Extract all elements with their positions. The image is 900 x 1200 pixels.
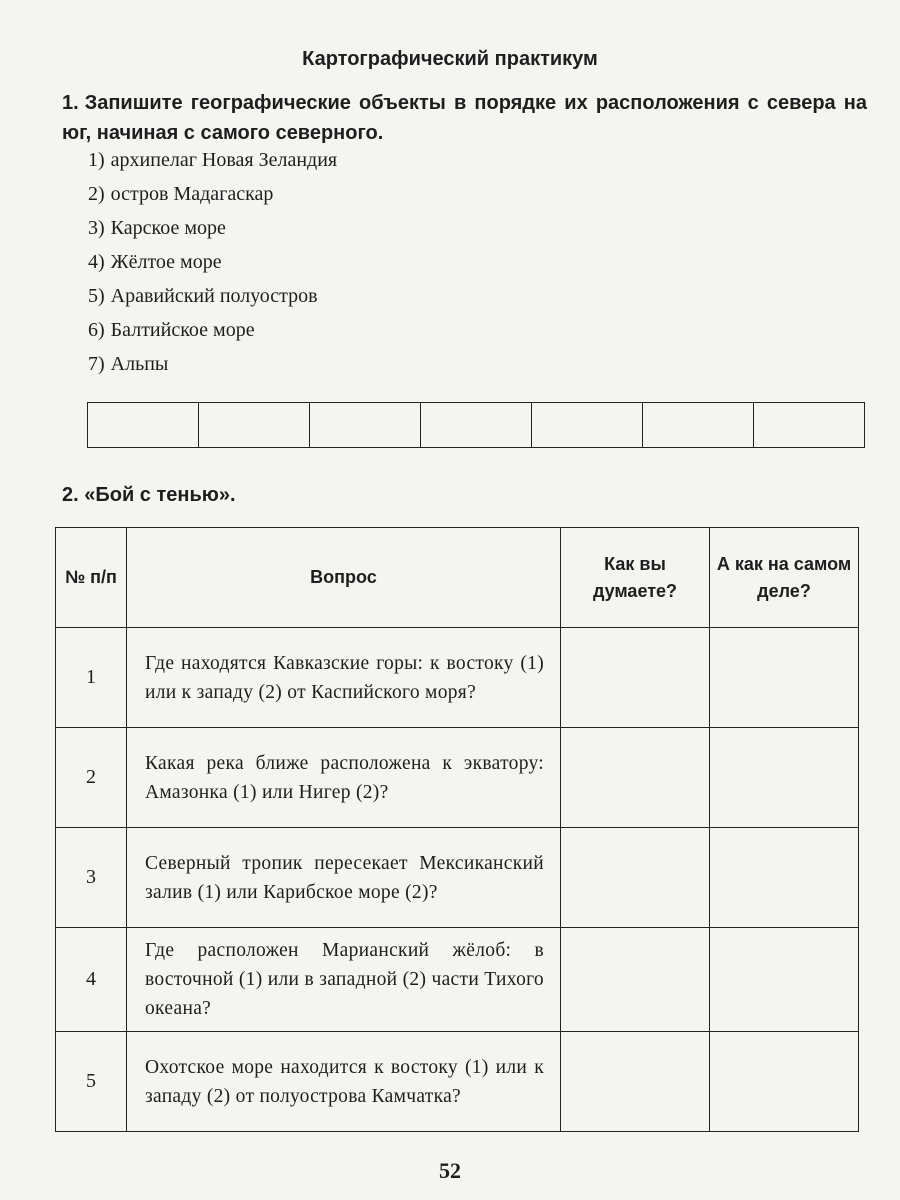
answer-cell[interactable] xyxy=(643,403,754,448)
list-item xyxy=(88,279,337,313)
row-number: 1 xyxy=(56,628,127,728)
row-number: 4 xyxy=(56,928,127,1032)
list-item-text: Аравийский полуостров xyxy=(110,285,318,307)
guess-cell[interactable] xyxy=(561,828,710,928)
row-question: Где находятся Кавказские горы: к востоку (1) или к западу (2) от Каспийского моря? xyxy=(127,628,561,728)
list-item-number: 7) xyxy=(88,353,105,375)
answer-cell[interactable] xyxy=(199,403,310,448)
list-item-number: 5) xyxy=(88,285,105,307)
answer-cell[interactable] xyxy=(88,403,199,448)
guess-cell[interactable] xyxy=(561,628,710,728)
task1-number: 1. xyxy=(62,92,79,114)
list-item-text: остров Мадагаскар xyxy=(110,183,274,205)
list-item xyxy=(88,143,337,177)
list-item xyxy=(88,313,337,347)
list-item xyxy=(88,347,337,381)
table-row xyxy=(56,628,859,728)
list-item-number: 2) xyxy=(88,183,105,205)
task1-instruction: Запишите географические объекты в порядке их расположения с севера на юг, начиная с самого северного. xyxy=(62,92,867,144)
table-row xyxy=(56,828,859,928)
table-row xyxy=(56,928,859,1032)
actual-cell[interactable] xyxy=(710,928,859,1032)
page-number: 52 xyxy=(439,1158,461,1183)
guess-cell[interactable] xyxy=(561,928,710,1032)
list-item-number: 4) xyxy=(88,251,105,273)
list-item-text: Карское море xyxy=(110,217,226,239)
row-number: 3 xyxy=(56,828,127,928)
actual-cell[interactable] xyxy=(710,628,859,728)
row-question: Северный тропик пересекает Мексиканский залив (1) или Карибское море (2)? xyxy=(127,828,561,928)
answer-grid xyxy=(87,402,865,448)
list-item xyxy=(88,245,337,279)
table-header-row xyxy=(56,528,859,628)
actual-cell[interactable] xyxy=(710,728,859,828)
actual-cell[interactable] xyxy=(710,828,859,928)
list-item-number: 1) xyxy=(88,149,105,171)
table-row xyxy=(56,728,859,828)
list-item xyxy=(88,177,337,211)
answer-cell[interactable] xyxy=(310,403,421,448)
list-item xyxy=(88,211,337,245)
answer-cell[interactable] xyxy=(754,403,865,448)
column-header-actual: А как на самом деле? xyxy=(710,528,859,628)
list-item-text: архипелаг Новая Зеландия xyxy=(110,149,338,171)
list-item-number: 6) xyxy=(88,319,105,341)
list-item-text: Альпы xyxy=(110,353,169,375)
list-item-number: 3) xyxy=(88,217,105,239)
answer-cell[interactable] xyxy=(532,403,643,448)
column-header-question: Вопрос xyxy=(127,528,561,628)
column-header-num: № п/п xyxy=(56,528,127,628)
row-question: Где расположен Марианский жёлоб: в восточной (1) или в западной (2) части Тихого океана? xyxy=(127,928,561,1032)
list-item-text: Балтийское море xyxy=(110,319,255,341)
actual-cell[interactable] xyxy=(710,1032,859,1132)
guess-cell[interactable] xyxy=(561,728,710,828)
shadow-boxing-table xyxy=(55,527,859,1132)
table-row xyxy=(56,1032,859,1132)
geographic-objects-list xyxy=(88,143,337,381)
page-title: Картографический практикум xyxy=(302,48,598,70)
row-number: 2 xyxy=(56,728,127,828)
row-question: Охотское море находится к востоку (1) или к западу (2) от полуострова Камчатка? xyxy=(127,1032,561,1132)
list-item-text: Жёлтое море xyxy=(110,251,222,273)
task1-heading xyxy=(62,88,867,148)
answer-cell[interactable] xyxy=(421,403,532,448)
task2-heading: 2. «Бой с тенью». xyxy=(62,484,236,506)
row-question: Какая река ближе расположена к экватору: Амазонка (1) или Нигер (2)? xyxy=(127,728,561,828)
column-header-guess: Как вы думаете? xyxy=(561,528,710,628)
guess-cell[interactable] xyxy=(561,1032,710,1132)
row-number: 5 xyxy=(56,1032,127,1132)
